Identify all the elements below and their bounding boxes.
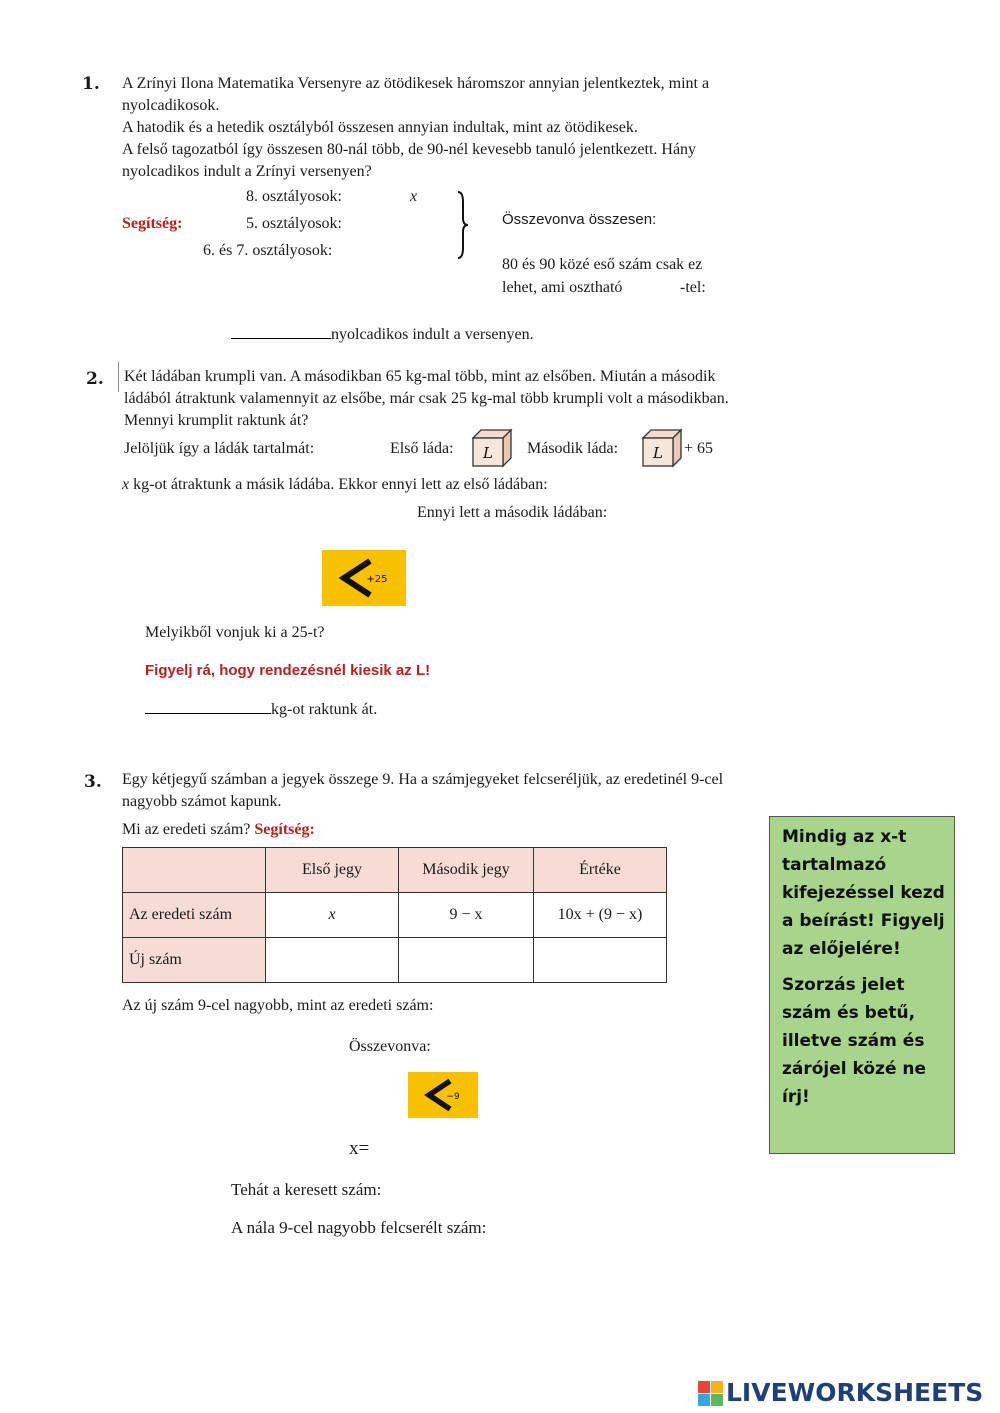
table-input-cell[interactable] xyxy=(399,938,534,983)
grade-8-label: 8. osztályosok: xyxy=(246,188,342,205)
warning-text: Figyelj rá, hogy rendezésnél kiesik az L! xyxy=(145,662,431,679)
box-2-suffix: + 65 xyxy=(684,440,714,457)
table-header-cell xyxy=(123,848,266,893)
table-cell: 10x + (9 − x) xyxy=(534,893,667,938)
less-than-icon xyxy=(322,550,406,606)
question-text: A Zrínyi Ilona Matematika Versenyre az ötödikesek háromszor annyian jelentkeztek, mint a xyxy=(122,75,710,92)
crate-icon xyxy=(471,428,513,468)
second-box-text: Ennyi lett a második ládában: xyxy=(417,504,608,521)
row-label: Az eredeti szám xyxy=(123,893,266,938)
order-button[interactable] xyxy=(408,1072,478,1118)
crate-letter: L xyxy=(483,444,493,462)
table-input-cell[interactable] xyxy=(266,938,399,983)
range-text: -tel: xyxy=(680,279,706,296)
hint-label: Segítség: xyxy=(254,821,315,838)
combined-label: Összevonva: xyxy=(349,1038,431,1055)
question-number: 3. xyxy=(84,772,102,792)
table-row xyxy=(123,893,667,938)
divisor-input[interactable] xyxy=(648,277,678,297)
answer-blank[interactable] xyxy=(145,697,271,714)
row-label: Új szám xyxy=(123,938,266,983)
question-text: Mi az eredeti szám? xyxy=(122,821,251,838)
question-text: nagyobb számot kapunk. xyxy=(122,793,282,810)
answer-blank[interactable] xyxy=(231,322,331,339)
range-text: lehet, ami osztható xyxy=(502,279,623,296)
digits-table xyxy=(122,847,667,983)
crate-icon xyxy=(641,428,683,468)
question-text: Két ládában krumpli van. A másodikban 65 kg-mal több, mint az elsőben. Miután a második xyxy=(124,368,716,385)
question-text: ládából átraktunk valamennyit az elsőbe, már csak 25 kg-mal több krumpli volt a másodikban. xyxy=(124,390,729,407)
logo-badge-icon xyxy=(698,1381,724,1407)
answer-suffix: kg-ot raktunk át. xyxy=(271,701,378,718)
curly-brace xyxy=(455,190,471,260)
button-sub: +25 xyxy=(366,574,388,585)
table-header-cell: Második jegy xyxy=(399,848,534,893)
question-text: A felső tagozatból így összesen 80-nál több, de 90-nél kevesebb tanuló jelentkezett. Hány xyxy=(122,141,697,158)
order-button[interactable] xyxy=(322,550,406,606)
hint-label: Segítség: xyxy=(122,215,183,232)
transfer-text: kg-ot átraktunk a másik ládába. Ekkor ennyi lett az első ládában: xyxy=(133,476,548,493)
answer-suffix: nyolcadikos indult a versenyen. xyxy=(331,326,534,343)
transfer-var: x xyxy=(122,476,130,493)
grade-6-7-label: 6. és 7. osztályosok: xyxy=(203,242,333,259)
notation-label: Jelöljük így a ládák tartalmát: xyxy=(124,440,315,457)
table-cell: x xyxy=(266,893,399,938)
button-sub: −9 xyxy=(446,1092,460,1102)
grade-8-value: x xyxy=(410,188,418,205)
hint-note xyxy=(769,816,955,1154)
crate-letter: L xyxy=(653,444,663,462)
divider xyxy=(118,362,119,392)
box-2-label: Második láda: xyxy=(527,440,619,457)
question-text: nyolcadikos indult a Zrínyi versenyen? xyxy=(122,163,372,180)
logo-text: LIVEWORKSHEETS xyxy=(726,1378,984,1407)
grade-5-label: 5. osztályosok: xyxy=(246,215,342,232)
note-paragraph: Mindig az x-t tartalmazó kifejezéssel kezd a beírást! Figyelj az előjelére! xyxy=(782,827,945,959)
note-paragraph: Szorzás jelet szám és betű, illetve szám és zárójel közé ne írj! xyxy=(782,975,927,1107)
table-cell: 9 − x xyxy=(399,893,534,938)
table-input-cell[interactable] xyxy=(534,938,667,983)
range-text: 80 és 90 közé eső szám csak ez xyxy=(502,256,703,273)
question-prompt: Melyikből vonjuk ki a 25-t? xyxy=(145,624,325,641)
x-equals: x= xyxy=(349,1138,370,1159)
question-text: Egy kétjegyű számban a jegyek összege 9. Ha a számjegyeket felcseréljük, az eredetinél 9-cel xyxy=(122,771,724,788)
question-text: nyolcadikosok. xyxy=(122,97,220,114)
less-than-icon xyxy=(408,1072,478,1118)
question-number: 2. xyxy=(86,369,104,389)
table-header-row xyxy=(123,848,667,893)
box-1-label: Első láda: xyxy=(390,440,454,457)
question-number: 1. xyxy=(82,74,100,94)
relation-text: Az új szám 9-cel nagyobb, mint az eredeti szám: xyxy=(122,997,434,1014)
question-text: A hatodik és a hetedik osztályból összesen annyian indultak, mint az ötödikesek. xyxy=(122,119,638,136)
result-text: Tehát a keresett szám: xyxy=(231,1180,382,1199)
question-text: Mennyi krumplit raktunk át? xyxy=(124,412,309,429)
table-header-cell: Első jegy xyxy=(266,848,399,893)
table-header-cell: Értéke xyxy=(534,848,667,893)
result-text: A nála 9-cel nagyobb felcserélt szám: xyxy=(231,1218,487,1237)
combined-label: Összevonva összesen: xyxy=(502,211,657,228)
table-row xyxy=(123,938,667,983)
